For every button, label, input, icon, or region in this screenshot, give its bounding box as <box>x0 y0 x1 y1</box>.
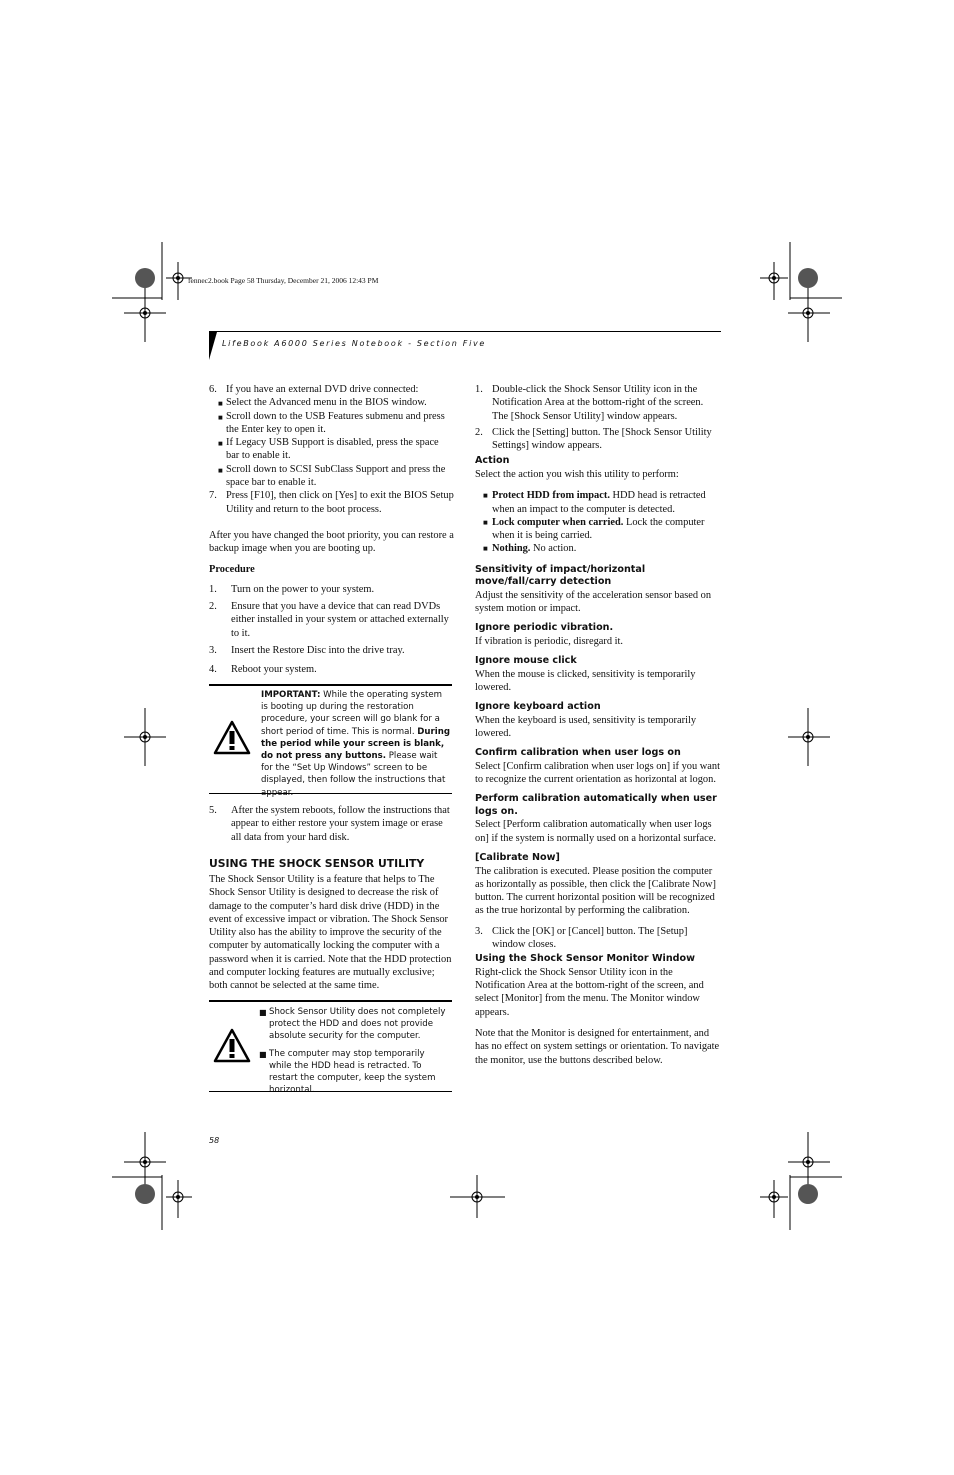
warning-bullet-text: Shock Sensor Utility does not completely protect the HDD and does not provide absolute security for the computer. <box>269 1007 446 1042</box>
keyboard-text: When the keyboard is used, sensitivity is temporarily lowered. <box>475 714 697 740</box>
action-intro: Select the action you wish this utility to perform: <box>475 468 679 480</box>
important-top-rule <box>209 684 452 686</box>
mouse-text: When the mouse is clicked, sensitivity is temporarily lowered. <box>475 668 696 693</box>
monitor-note: Note that the Monitor is designed for entertainment, and has no effect on system settings or orientation. To navigate the monitor, use the buttons described below. <box>475 1028 720 1066</box>
step-6-number: 6. <box>209 384 217 395</box>
right-column <box>475 383 721 1067</box>
sensitivity-text: Adjust the sensitivity of the acceleration sensor based on system motion or impact. <box>475 589 712 615</box>
step-3-number: 3. <box>475 925 483 937</box>
bullet-text: If Legacy USB Support is disabled, press the space bar to enable it. <box>226 437 439 462</box>
important-text-1: While the operating system is booting up during the restoration procedure, your screen will go blank for a short period of time. This is normal. <box>261 690 443 737</box>
action-item-text: HDD head is retracted when an impact to the computer is detected. <box>492 490 706 515</box>
step-number: 2. <box>475 426 483 438</box>
action-item: ■ Protect HDD from impact. HDD head is retracted when an impact to the computer is detected. <box>483 490 706 515</box>
periodic-heading: Ignore periodic vibration. <box>475 622 614 634</box>
shock-sensor-paragraph: The Shock Sensor Utility is a feature that helps to The Shock Sensor Utility is designed to decrease the risk of damage to the computer’s hard disk drive (HDD) in the event of excessive impact or vibration. The Shock Sensor Utility also has the ability to improve the security of the computer by automatically locking the computer with a password when it is carried. Note that the HDD protection and computer locking features are mutually exclusive; both cannot be selected at the same time. <box>209 874 452 992</box>
bullet-item: ■ If Legacy USB Support is disabled, press the space bar to enable it. <box>218 437 439 462</box>
action-item-label: Protect HDD from impact. <box>492 490 610 502</box>
step-7 <box>209 489 454 516</box>
step-6 <box>209 383 454 396</box>
step-7-text: Press [F10], then click on [Yes] to exit the BIOS Setup Utility and return to the boot process. <box>226 490 454 515</box>
step-text: Reboot your system. <box>231 664 317 676</box>
perform-calibration-text: Select [Perform calibration automatically when user logs on] if the system is normally used on a horizontal surface. <box>475 819 716 844</box>
warning-icon-2 <box>213 1028 251 1064</box>
monitor-text: Right-click the Shock Sensor Utility icon in the Notification Area at the bottom-right of the screen, and select [Monitor] from the menu. The Monitor window appears. <box>475 966 704 1018</box>
procedure-step <box>209 644 454 657</box>
keyboard-heading: Ignore keyboard action <box>475 701 601 713</box>
procedure-step <box>209 583 454 596</box>
confirm-calibration-heading: Confirm calibration when user logs on <box>475 747 681 759</box>
settings-step <box>475 383 721 423</box>
warning-note <box>259 1006 449 1096</box>
running-header: LifeBook A6000 Series Notebook - Section Five <box>222 339 487 348</box>
settings-step <box>475 426 721 453</box>
warning-icon <box>213 720 251 756</box>
step-number: 1. <box>475 384 483 395</box>
mouse-heading: Ignore mouse click <box>475 655 577 667</box>
after-boot-paragraph: After you have changed the boot priority, you can restore a backup image when you are booting up. <box>209 529 454 555</box>
step-text: Click the [Setting] button. The [Shock Sensor Utility Settings] window appears. <box>492 426 712 452</box>
step-5-number: 5. <box>209 805 217 816</box>
important-label: IMPORTANT: <box>261 690 321 700</box>
warning-bullet: ■ Shock Sensor Utility does not completely protect the HDD and does not provide absolute security for the computer. <box>259 1007 446 1042</box>
header-rule <box>209 331 721 332</box>
step-3 <box>475 925 721 952</box>
step-text: Turn on the power to your system. <box>231 583 375 595</box>
procedure-step <box>209 663 454 676</box>
step-text: Insert the Restore Disc into the drive tray. <box>231 645 405 657</box>
step-text: Ensure that you have a device that can read DVDs either installed in your system or attached externally to it. <box>231 601 449 639</box>
step-7-number: 7. <box>209 490 217 502</box>
shock-sensor-heading: USING THE SHOCK SENSOR UTILITY <box>209 857 425 870</box>
page-number: 58 <box>209 1136 220 1145</box>
step-6-text: If you have an external DVD drive connected: <box>226 384 419 395</box>
action-item: ■ Lock computer when carried. Lock the computer when it is being carried. <box>483 516 705 542</box>
important-note <box>261 689 451 799</box>
action-item-text: No action. <box>530 543 577 555</box>
confirm-calibration-text: Select [Confirm calibration when user logs on] if you want to recognize the current orientation as horizontal at logon. <box>475 760 720 786</box>
step-number: 2. <box>209 601 217 613</box>
important-bottom-rule <box>209 793 452 794</box>
step-5-text: After the system reboots, follow the instructions that appear to either restore your system image or erase all data from your hard disk. <box>231 805 450 843</box>
step-6-bullets <box>209 396 454 489</box>
bullet-item: ■ Scroll down to the USB Features submenu and press the Enter key to open it. <box>218 410 445 435</box>
bullet-text: Scroll down to the USB Features submenu and press the Enter key to open it. <box>226 410 445 435</box>
action-item: ■ Nothing. No action. <box>483 543 577 555</box>
step-5 <box>209 804 454 844</box>
warning-bottom-rule <box>209 1091 452 1092</box>
left-column <box>209 383 454 677</box>
procedure-heading: Procedure <box>209 563 255 575</box>
header-tab-marker <box>209 332 217 362</box>
slug-line: fennec2.book Page 58 Thursday, December 21, 2006 12:43 PM <box>188 276 379 285</box>
important-text-2: Please wait for the “Set Up Windows” screen to be displayed, then follow the instructions that <box>261 751 446 786</box>
important-bold: During the period while your screen is blank, do not press any buttons. <box>261 726 451 762</box>
warning-bullet: ■ The computer may stop temporarily while the HDD head is retracted. To restart the computer, keep the system <box>269 1048 449 1097</box>
bullet-text: Select the Advanced menu in the BIOS window. <box>226 397 427 409</box>
action-heading: Action <box>475 455 510 467</box>
periodic-text: If vibration is periodic, disregard it. <box>475 635 624 647</box>
bullet-text: Scroll down to SCSI SubClass Support and press the space bar to enable it. <box>226 463 446 489</box>
step-text: Double-click the Shock Sensor Utility icon in the Notification Area at the bottom-right of the screen. The [Shock Sensor Utility] window appears. <box>492 384 704 422</box>
perform-calibration-heading: Perform calibration automatically when user logs on. <box>475 793 717 817</box>
warning-top-rule <box>209 1000 452 1002</box>
action-list <box>475 489 721 555</box>
step-number: 1. <box>209 583 217 595</box>
monitor-heading: Using the Shock Sensor Monitor Window <box>475 953 695 965</box>
step-3-text: Click the [OK] or [Cancel] button. The [Setup] window closes. <box>492 925 688 951</box>
calibrate-now-heading: [Calibrate Now] <box>475 852 560 864</box>
sensitivity-heading: Sensitivity of impact/horizontal move/fall/carry detection <box>475 563 646 588</box>
warning-bullet-text: The computer may stop temporarily while the HDD head is retracted. To restart the computer, keep the system <box>269 1048 436 1084</box>
bullet-item: ■ Scroll down to SCSI SubClass Support and press the space bar to enable it. <box>218 463 446 489</box>
procedure-step <box>209 600 454 640</box>
action-item-label: Nothing. <box>492 543 531 555</box>
action-item-text: Lock the computer when it is being carried. <box>492 516 705 542</box>
bullet-item: ■ Select the Advanced menu in the BIOS window. <box>218 397 427 409</box>
calibrate-now-text: The calibration is executed. Please position the computer as horizontally as possible, then click the [Calibrate Now] button. The current horizontal position will be recognized as the true horizontal by performing the calibration. <box>475 865 716 917</box>
action-item-label: Lock computer when carried. <box>492 516 624 528</box>
step-number: 3. <box>209 645 217 657</box>
step-number: 4. <box>209 664 217 676</box>
